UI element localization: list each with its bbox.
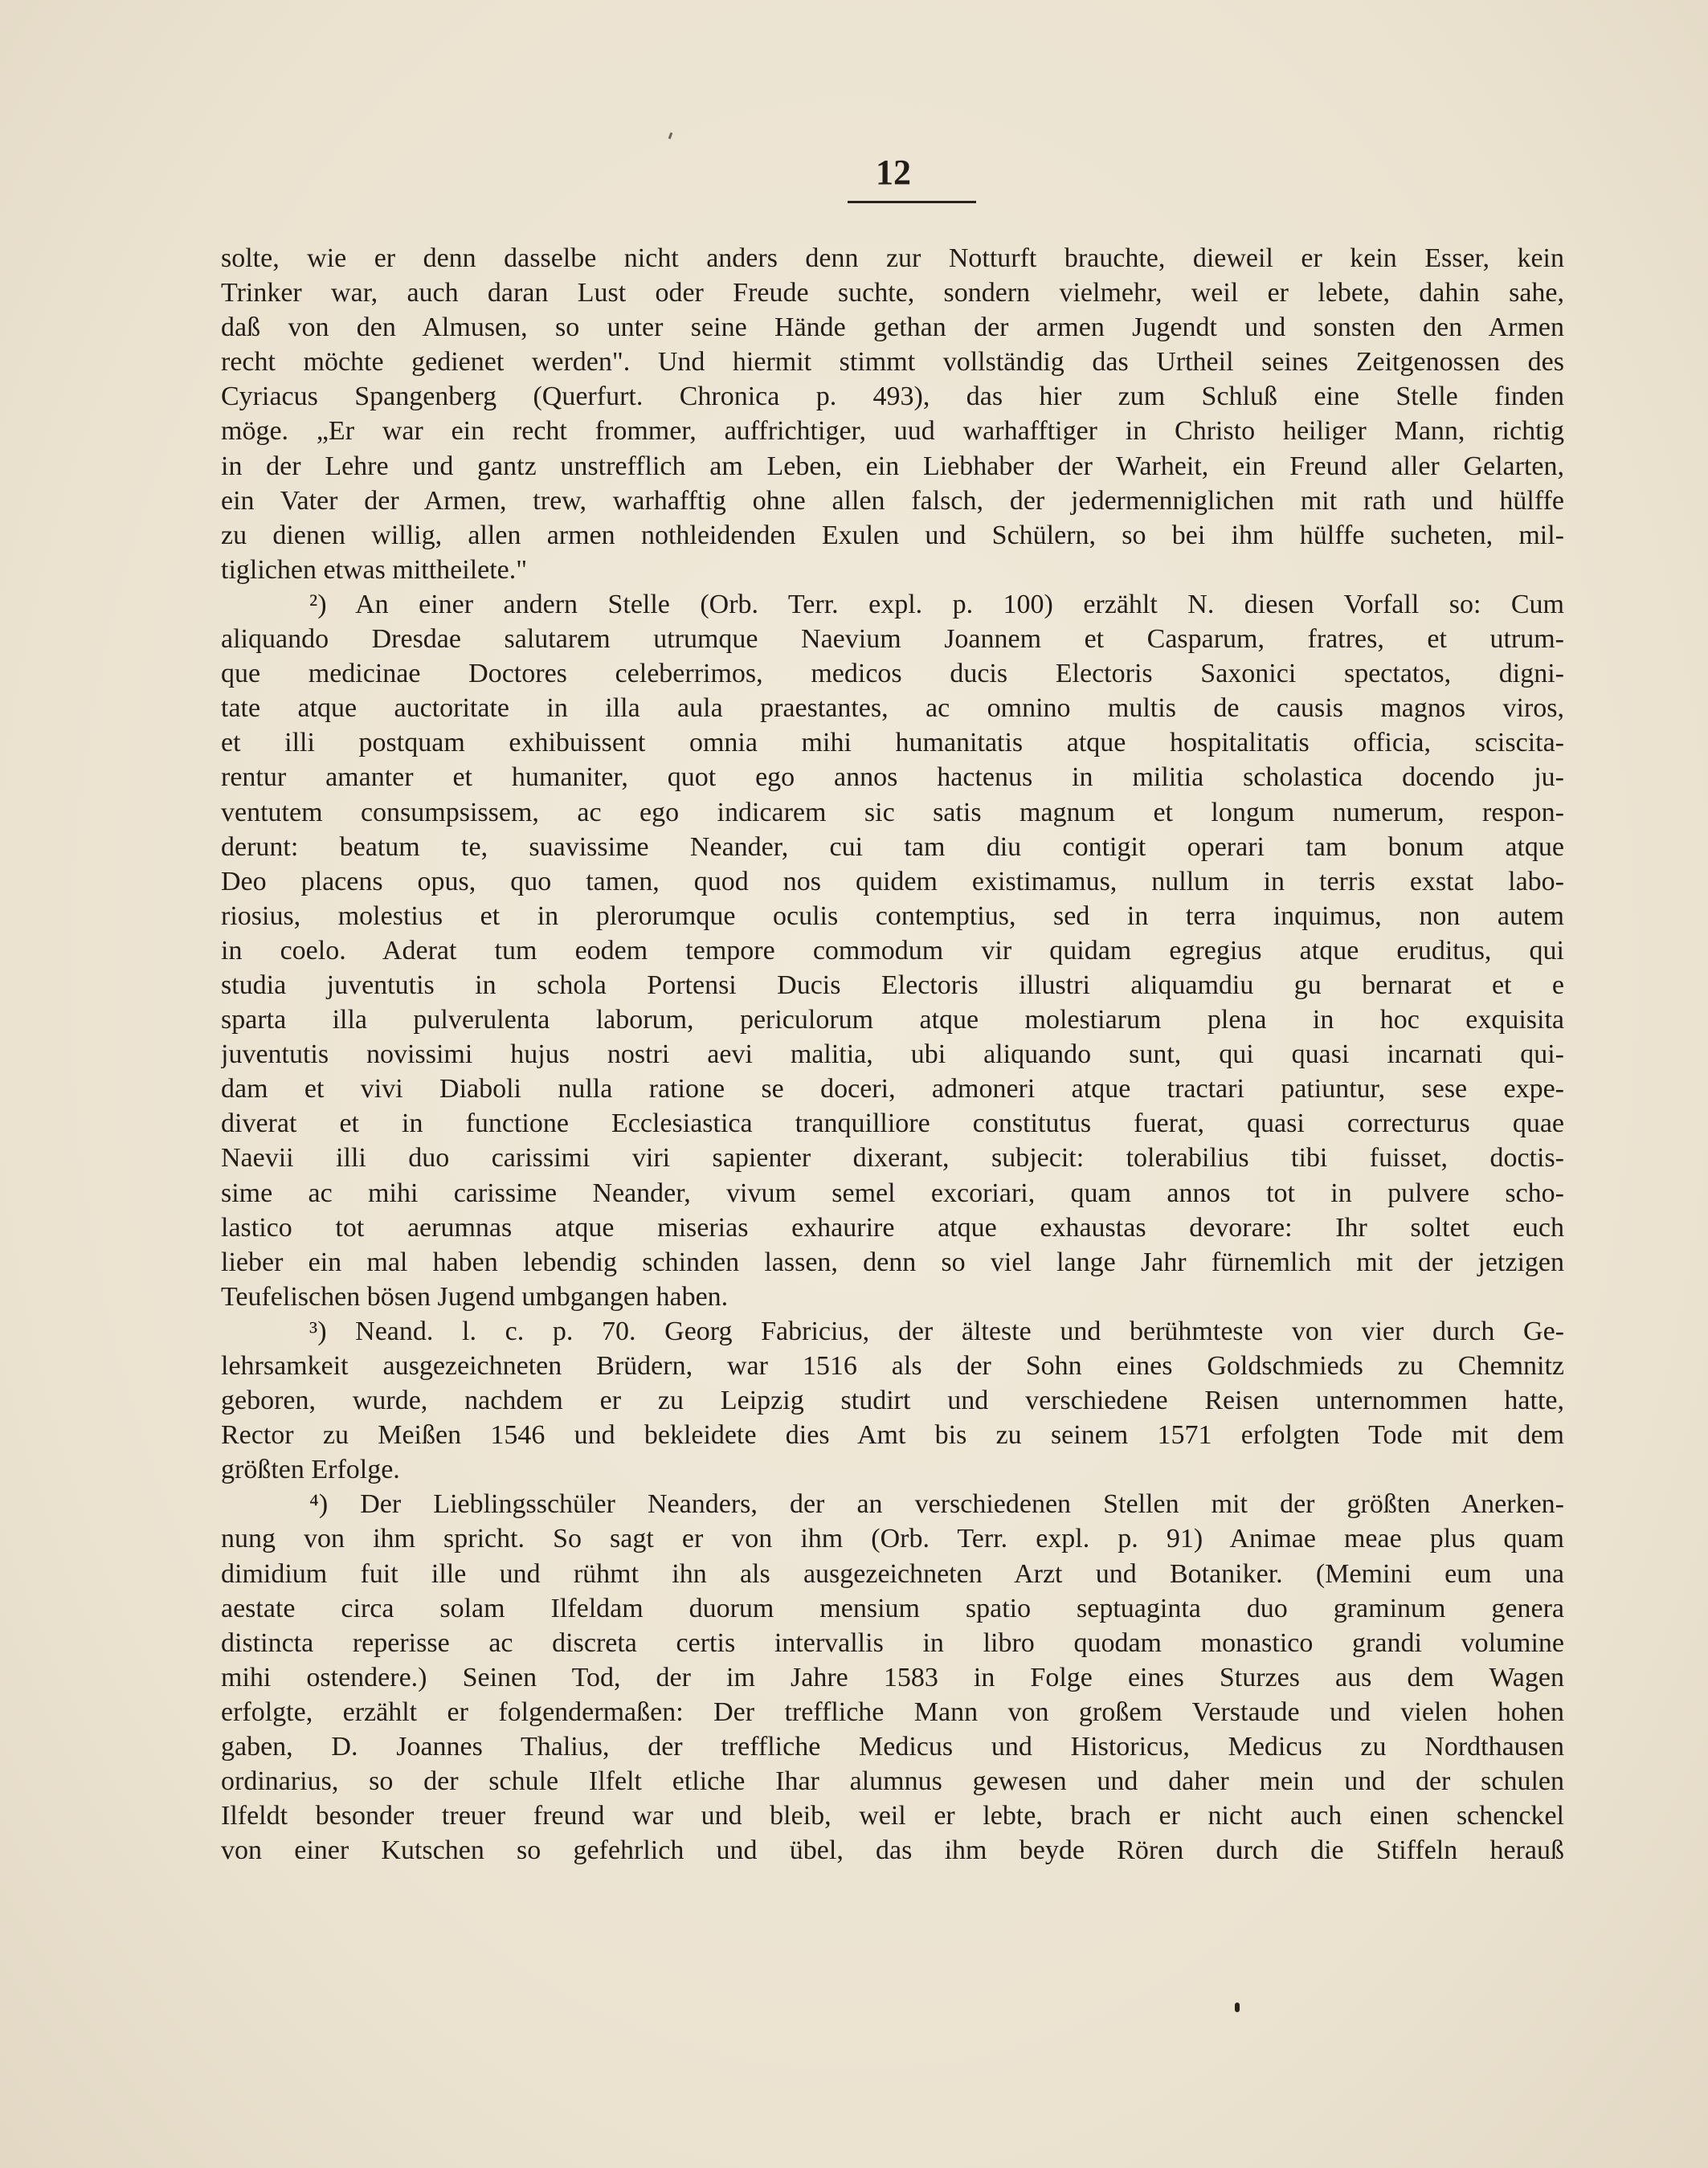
footnote-4-start: ⁴) Der Lieblingsschüler Neanders, der an verschiedenen Stellen mit der größten Anerken-: [309, 1489, 1564, 1520]
page-number: 12: [876, 153, 911, 192]
text-line: recht möchte gedienet werden". Und hiermit stimmt vollständig das Urtheil seines Zeitgenossen des: [221, 347, 1564, 378]
text-line: möge. „Er war ein recht frommer, auffrichtiger, uud warhafftiger in Christo heiliger Mann, richtig: [221, 416, 1564, 447]
text-line: daß von den Almusen, so unter seine Hände gethan der armen Jugendt und sonsten den Armen: [221, 312, 1564, 343]
text-line: sime ac mihi carissime Neander, vivum semel excoriari, quam annos tot in pulvere scho-: [221, 1178, 1564, 1208]
footnote-2-start: ²) An einer andern Stelle (Orb. Terr. expl. p. 100) erzählt N. diesen Vorfall so: Cum: [309, 589, 1564, 619]
text-line: riosius, molestius et in plerorumque oculis contemptius, sed in terra inquimus, non autem: [221, 900, 1564, 931]
text-line: sparta illa pulverulenta laborum, periculorum atque molestiarum plena in hoc exquisita: [221, 1005, 1564, 1035]
text-line: solte, wie er denn dasselbe nicht anders denn zur Notturft brauchte, dieweil er kein Esser, kein: [221, 243, 1564, 273]
text-line: nung von ihm spricht. So sagt er von ihm (Orb. Terr. expl. p. 91) Animae meae plus quam: [221, 1524, 1564, 1554]
text-line: tiglichen etwas mittheilete.": [221, 554, 528, 585]
text-line: Ilfeldt besonder treuer freund war und bleib, weil er lebte, brach er nicht auch einen schenckel: [221, 1801, 1564, 1831]
text-line: studia juventutis in schola Portensi Ducis Electoris illustri aliquamdiu gu bernarat et e: [221, 970, 1564, 1000]
text-line: derunt: beatum te, suavissime Neander, cui tam diu contigit operari tam bonum atque: [221, 831, 1564, 862]
text-line: Teufelischen bösen Jugend umbgangen haben.: [221, 1281, 729, 1312]
text-line: dimidium fuit ille und rühmt ihn als ausgezeichneten Arzt und Botaniker. (Memini eum una: [221, 1558, 1564, 1589]
text-line: rentur amanter et humaniter, quot ego annos hactenus in militia scholastica docendo ju-: [221, 762, 1564, 793]
text-line: aliquando Dresdae salutarem utrumque Naevium Joannem et Casparum, fratres, et utrum-: [221, 624, 1564, 655]
text-line: tate atque auctoritate in illa aula praestantes, ac omnino multis de causis magnos viros,: [221, 693, 1564, 724]
text-line: lehrsamkeit ausgezeichneten Brüdern, war 1516 als der Sohn eines Goldschmieds zu Chemnitz: [221, 1351, 1564, 1381]
text-line: Naevii illi duo carissimi viri sapienter dixerant, subjecit: tolerabilius tibi fuisset, doctis-: [221, 1143, 1564, 1174]
text-line: Rector zu Meißen 1546 und bekleidete dies Amt bis zu seinem 1571 erfolgten Tode mit dem: [221, 1420, 1564, 1451]
text-line: mihi ostendere.) Seinen Tod, der im Jahre 1583 in Folge eines Sturzes aus dem Wagen: [221, 1662, 1564, 1692]
text-line: ventutem consumpsissem, ac ego indicarem sic satis magnum et longum numerum, respon-: [221, 797, 1564, 827]
text-line: Deo placens opus, quo tamen, quod nos quidem existimamus, nullum in terris exstat labo-: [221, 866, 1564, 896]
footnote-3-start: ³) Neand. l. c. p. 70. Georg Fabricius, der älteste und berühmteste von vier durch Ge-: [309, 1316, 1564, 1346]
text-line: geboren, wurde, nachdem er zu Leipzig studirt und verschiedene Reisen unternommen hatte,: [221, 1386, 1564, 1416]
body-text: [221, 241, 1564, 1868]
text-line: in coelo. Aderat tum eodem tempore commodum vir quidam egregius atque eruditus, qui: [221, 935, 1564, 966]
text-line: distincta reperisse ac discreta certis intervallis in libro quodam monastico grandi volumine: [221, 1627, 1564, 1658]
page-number-rule: [848, 201, 976, 203]
text-line: diverat et in functione Ecclesiastica tranquilliore constitutus fuerat, quasi correcturus quae: [221, 1108, 1564, 1139]
text-line: juventutis novissimi hujus nostri aevi malitia, ubi aliquando sunt, qui quasi incarnati qui-: [221, 1039, 1564, 1070]
text-line: dam et vivi Diaboli nulla ratione se doceri, admoneri atque tractari patiuntur, sese expe-: [221, 1074, 1564, 1104]
text-line: que medicinae Doctores celeberrimos, medicos ducis Electoris Saxonici spectatos, digni-: [221, 659, 1564, 689]
text-line: erfolgte, erzählt er folgendermaßen: Der treffliche Mann von großem Verstaude und vielen hohen: [221, 1696, 1564, 1727]
text-line: ein Vater der Armen, trew, warhafftig ohne allen falsch, der jedermenniglichen mit rath und hülffe: [221, 485, 1564, 516]
text-line: zu dienen willig, allen armen nothleidenden Exulen und Schülern, so bei ihm hülffe sucheten, mil-: [221, 520, 1564, 550]
text-line: aestate circa solam Ilfeldam duorum mensium spatio septuaginta duo graminum genera: [221, 1593, 1564, 1623]
text-line: Cyriacus Spangenberg (Querfurt. Chronica p. 493), das hier zum Schluß eine Stelle finden: [221, 382, 1564, 412]
text-line: gaben, D. Joannes Thalius, der treffliche Medicus und Historicus, Medicus zu Nordthausen: [221, 1732, 1564, 1762]
text-line: et illi postquam exhibuissent omnia mihi humanitatis atque hospitalitatis officia, sciscita-: [221, 728, 1564, 758]
text-line: in der Lehre und gantz unstrefflich am Leben, ein Liebhaber der Warheit, ein Freund aller Gelarten,: [221, 451, 1564, 481]
ink-mark: [1235, 2003, 1240, 2012]
text-line: ordinarius, so der schule Ilfelt etliche Ihar alumnus gewesen und daher mein und der schulen: [221, 1766, 1564, 1797]
text-line: größten Erfolge.: [221, 1455, 400, 1485]
text-line: Trinker war, auch daran Lust oder Freude suchte, sondern vielmehr, weil er lebete, dahin sahe,: [221, 278, 1564, 308]
paper-speck: [668, 133, 673, 140]
text-line: lastico tot aerumnas atque miserias exhaurire atque exhaustas devorare: Ihr soltet euch: [221, 1212, 1564, 1243]
text-line: von einer Kutschen so gefehrlich und übel, das ihm beyde Rören durch die Stiffeln herauß: [221, 1835, 1564, 1866]
text-line: lieber ein mal haben lebendig schinden lassen, denn so viel lange Jahr fürnemlich mit der jetzigen: [221, 1247, 1564, 1277]
